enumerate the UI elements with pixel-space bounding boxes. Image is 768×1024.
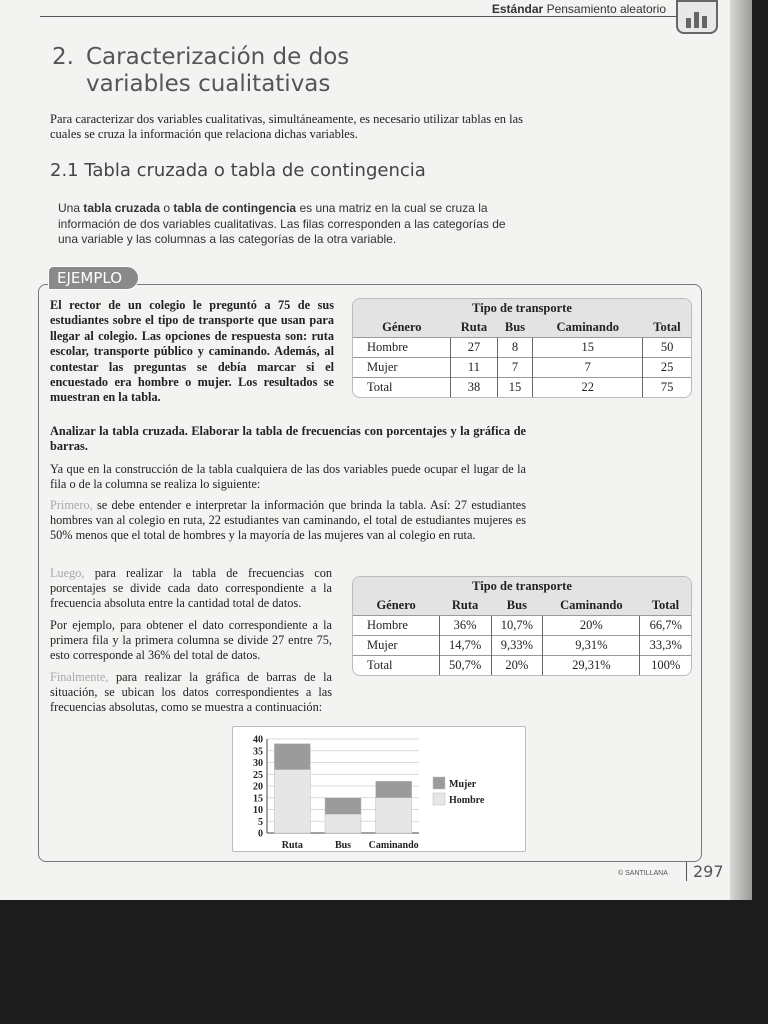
- bar-chart-logo-icon: [676, 0, 718, 34]
- x-tick-label: Bus: [334, 840, 352, 851]
- standard-label: Estándar: [491, 2, 544, 16]
- table-row: Mujer 11 7 7 25: [353, 358, 691, 378]
- example-paragraph-1: Ya que en la construcción de la tabla cualquiera de las dos variables puede ocupar el lugar de la fila o de la columna se realiza lo siguiente:: [50, 462, 526, 492]
- standard-topic: Pensamiento aleatorio: [546, 2, 666, 16]
- term-tabla-contingencia: tabla de contingencia: [173, 201, 297, 215]
- page-number: 297: [686, 862, 724, 881]
- example-paragraph-5: Finalmente, para realizar la gráfica de barras de la situación, se ubican los datos correspondientes a las frecuencias absolutas, como se muestra a continuación:: [50, 670, 332, 715]
- table-caption: Tipo de transporte: [353, 299, 691, 318]
- y-tick-label: 35: [253, 746, 263, 758]
- legend-swatch: [433, 793, 445, 805]
- bar-hombre: [376, 798, 412, 833]
- y-tick-label: 5: [258, 816, 263, 828]
- bar-hombre: [274, 770, 310, 833]
- y-tick-label: 25: [253, 769, 263, 781]
- term-tabla-cruzada: tabla cruzada: [83, 201, 161, 215]
- table-row: Hombre 27 8 15 50: [353, 338, 691, 358]
- page-edge: [730, 0, 752, 900]
- y-tick-label: 40: [253, 734, 263, 746]
- stacked-bar-chart: [232, 726, 526, 852]
- legend-label: Mujer: [449, 779, 477, 790]
- bar-mujer: [325, 798, 361, 814]
- table-row: Total 38 15 22 75: [353, 378, 691, 398]
- table-header-row: Género Ruta Bus Caminando Total: [353, 596, 691, 616]
- definition-paragraph: Una tabla cruzada o tabla de contingencia es una matriz en la cual se cruza la información de dos variables cualitativas. Las filas corresponden a las categorías de una variable y las columnas a las categorías de la otra variable.: [58, 201, 506, 246]
- x-tick-label: Caminando: [368, 840, 419, 851]
- example-paragraph-2: Primero, se debe entender e interpretar la información que brinda la tabla. Así: 27 estudiantes hombres van al colegio en ruta, 22 estudiantes van caminando, el total de estudiantes mujeres es 50% menos que el total de hombres y la mayoría de las mujeres van al colegio en ruta.: [50, 498, 526, 543]
- y-tick-label: 0: [258, 828, 263, 840]
- section-number: 2.: [52, 44, 74, 70]
- intro-paragraph: Para caracterizar dos variables cualitativas, simultáneamente, es necesario utilizar tablas en las cuales se cruza la información que relaciona dichas variables.: [50, 112, 524, 141]
- contingency-table: [352, 298, 692, 398]
- example-tag: EJEMPLO: [48, 266, 139, 290]
- y-tick-label: 15: [253, 793, 263, 805]
- y-tick-label: 30: [253, 758, 263, 769]
- example-paragraph-3: Luego, para realizar la tabla de frecuencias con porcentajes se divide cada dato correspondiente a la frecuencia absoluta entre la cantidad total de datos.: [50, 566, 332, 611]
- table-row: Hombre 36% 10,7% 20% 66,7%: [353, 616, 691, 636]
- legend-label: Hombre: [449, 795, 485, 806]
- header-standard: [492, 2, 666, 16]
- y-tick-label: 20: [253, 781, 263, 793]
- bar-mujer: [376, 781, 412, 797]
- table-header-row: Género Ruta Bus Caminando Total: [353, 318, 691, 338]
- publisher-credit: © SANTILLANA: [618, 870, 668, 877]
- section-title: [52, 44, 349, 98]
- example-problem: El rector de un colegio le preguntó a 75 de sus estudiantes sobre el tipo de transporte que usan para llegar al colegio. Las opciones de respuesta son: ruta escolar, transporte público y caminando. Además, al contestar las preguntas se debía marcar si el encuestado era hombre o mujer. Los resultados se muestran en la tabla.: [50, 298, 334, 405]
- table-caption: Tipo de transporte: [353, 577, 691, 596]
- section-title-line1: Caracterización de dos: [86, 44, 350, 70]
- bar-hombre: [325, 814, 361, 833]
- y-tick-label: 10: [253, 805, 263, 816]
- chart-svg: [233, 727, 525, 851]
- table-row: Mujer 14,7% 9,33% 9,31% 33,3%: [353, 636, 691, 656]
- header-rule: [40, 16, 680, 17]
- x-tick-label: Ruta: [281, 840, 303, 851]
- section-title-line2: variables cualitativas: [86, 71, 331, 97]
- frequency-table: [352, 576, 692, 676]
- example-task: Analizar la tabla cruzada. Elaborar la tabla de frecuencias con porcentajes y la gráfica de barras.: [50, 424, 526, 454]
- subsection-title: 2.1 Tabla cruzada o tabla de contingencia: [50, 160, 426, 181]
- table-row: Total 50,7% 20% 29,31% 100%: [353, 656, 691, 676]
- legend-swatch: [433, 777, 445, 789]
- example-paragraph-4: Por ejemplo, para obtener el dato correspondiente a la primera fila y la primera columna se divide 27 entre 75, esto corresponde al 36% del total de datos.: [50, 618, 332, 663]
- bar-mujer: [274, 744, 310, 770]
